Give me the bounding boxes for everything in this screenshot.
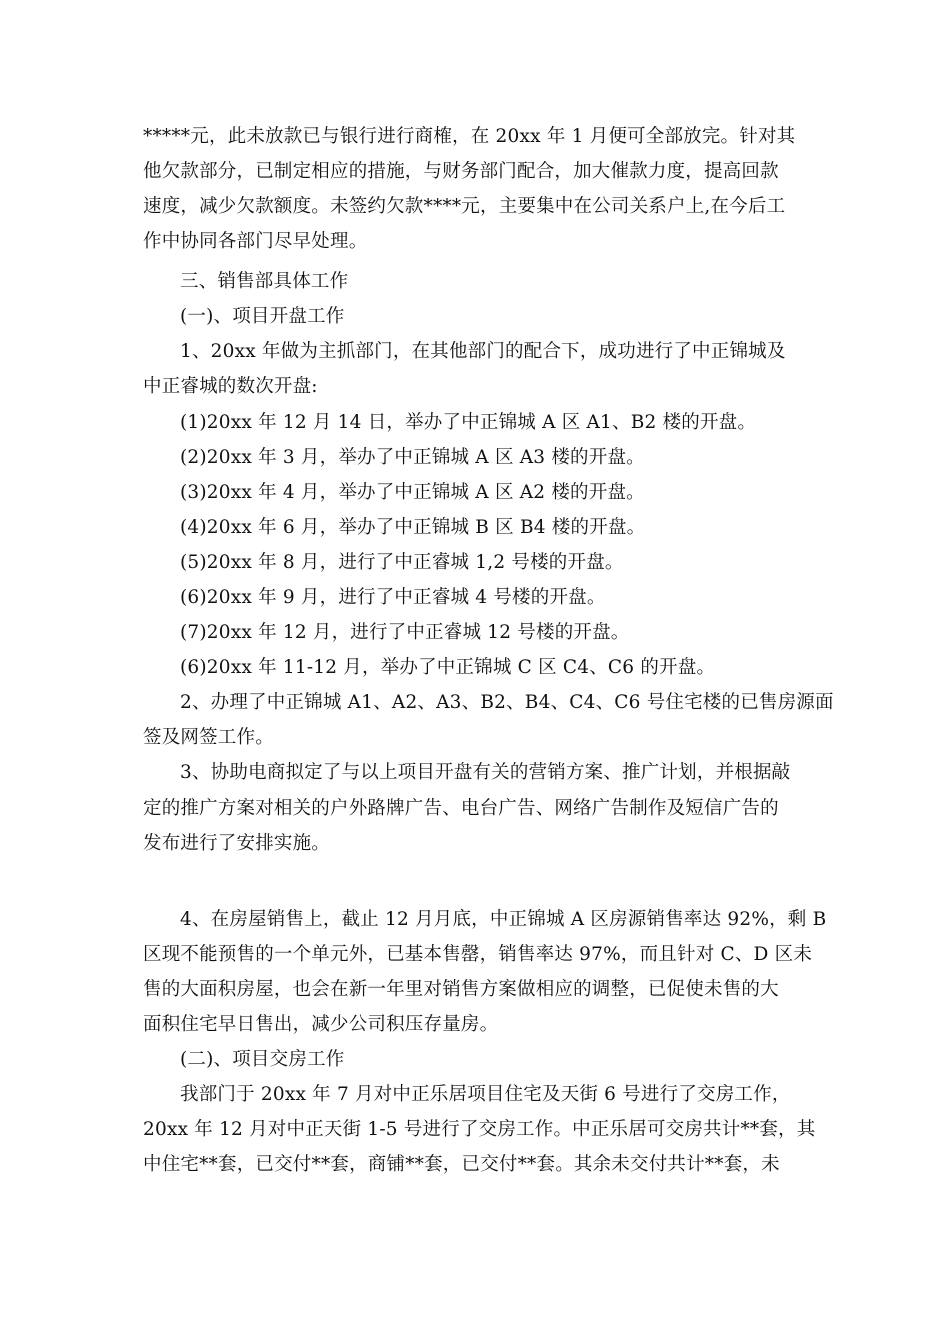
text-line: 作中协同各部门尽早处理。 (143, 231, 368, 252)
list-item: (2)20xx 年 3 月，举办了中正锦城 A 区 A3 楼的开盘。 (180, 447, 645, 468)
text-line: 2、办理了中正锦城 A1、A2、A3、B2、B4、C4、C6 号住宅楼的已售房源面 (180, 692, 834, 713)
text-line: 发布进行了安排实施。 (143, 833, 331, 854)
list-item: (5)20xx 年 8 月，进行了中正睿城 1,2 号楼的开盘。 (180, 552, 624, 573)
text-line: 签及网签工作。 (143, 727, 274, 748)
text-line: *****元，此未放款已与银行进行商榷，在 20xx 年 1 月便可全部放完。针对其 (143, 126, 796, 147)
list-item: (6)20xx 年 9 月，进行了中正睿城 4 号楼的开盘。 (180, 587, 606, 608)
subsection-heading: (一)、项目开盘工作 (180, 306, 345, 327)
list-item: (7)20xx 年 12 月，进行了中正睿城 12 号楼的开盘。 (180, 622, 630, 643)
text-line: 售的大面积房屋，也会在新一年里对销售方案做相应的调整，已促使未售的大 (143, 979, 779, 1000)
text-line: 4、在房屋销售上，截止 12 月月底，中正锦城 A 区房源销售率达 92%，剩 B (180, 909, 827, 930)
section-heading: 三、销售部具体工作 (180, 271, 349, 292)
text-line: 3、协助电商拟定了与以上项目开盘有关的营销方案、推广计划，并根据敲 (180, 762, 791, 783)
text-line: 20xx 年 12 月对中正天街 1-5 号进行了交房工作。中正乐居可交房共计**套，其 (143, 1119, 816, 1140)
list-item: (1)20xx 年 12 月 14 日，举办了中正锦城 A 区 A1、B2 楼的开盘。 (180, 412, 757, 433)
text-line: 中住宅**套，已交付**套，商铺**套，已交付**套。其余未交付共计**套，未 (143, 1154, 780, 1175)
text-line: 他欠款部分，已制定相应的措施，与财务部门配合，加大催款力度，提高回款 (143, 161, 779, 182)
text-line: 定的推广方案对相关的户外路牌广告、电台广告、网络广告制作及短信广告的 (143, 798, 779, 819)
text-line: 区现不能预售的一个单元外，已基本售罄，销售率达 97%，而且针对 C、D 区未 (143, 944, 813, 965)
subsection-heading: (二)、项目交房工作 (180, 1049, 345, 1070)
text-line: 速度，减少欠款额度。未签约欠款****元，主要集中在公司关系户上,在今后工 (143, 196, 786, 217)
text-line: 中正睿城的数次开盘: (143, 376, 318, 397)
list-item: (3)20xx 年 4 月，举办了中正锦城 A 区 A2 楼的开盘。 (180, 482, 645, 503)
text-line: 我部门于 20xx 年 7 月对中正乐居项目住宅及天街 6 号进行了交房工作， (180, 1084, 791, 1105)
list-item: (4)20xx 年 6 月，举办了中正锦城 B 区 B4 楼的开盘。 (180, 517, 646, 538)
list-item: (6)20xx 年 11-12 月，举办了中正锦城 C 区 C4、C6 的开盘。 (180, 657, 716, 678)
text-line: 1、20xx 年做为主抓部门，在其他部门的配合下，成功进行了中正锦城及 (180, 341, 786, 362)
text-line: 面积住宅早日售出，减少公司积压存量房。 (143, 1014, 499, 1035)
